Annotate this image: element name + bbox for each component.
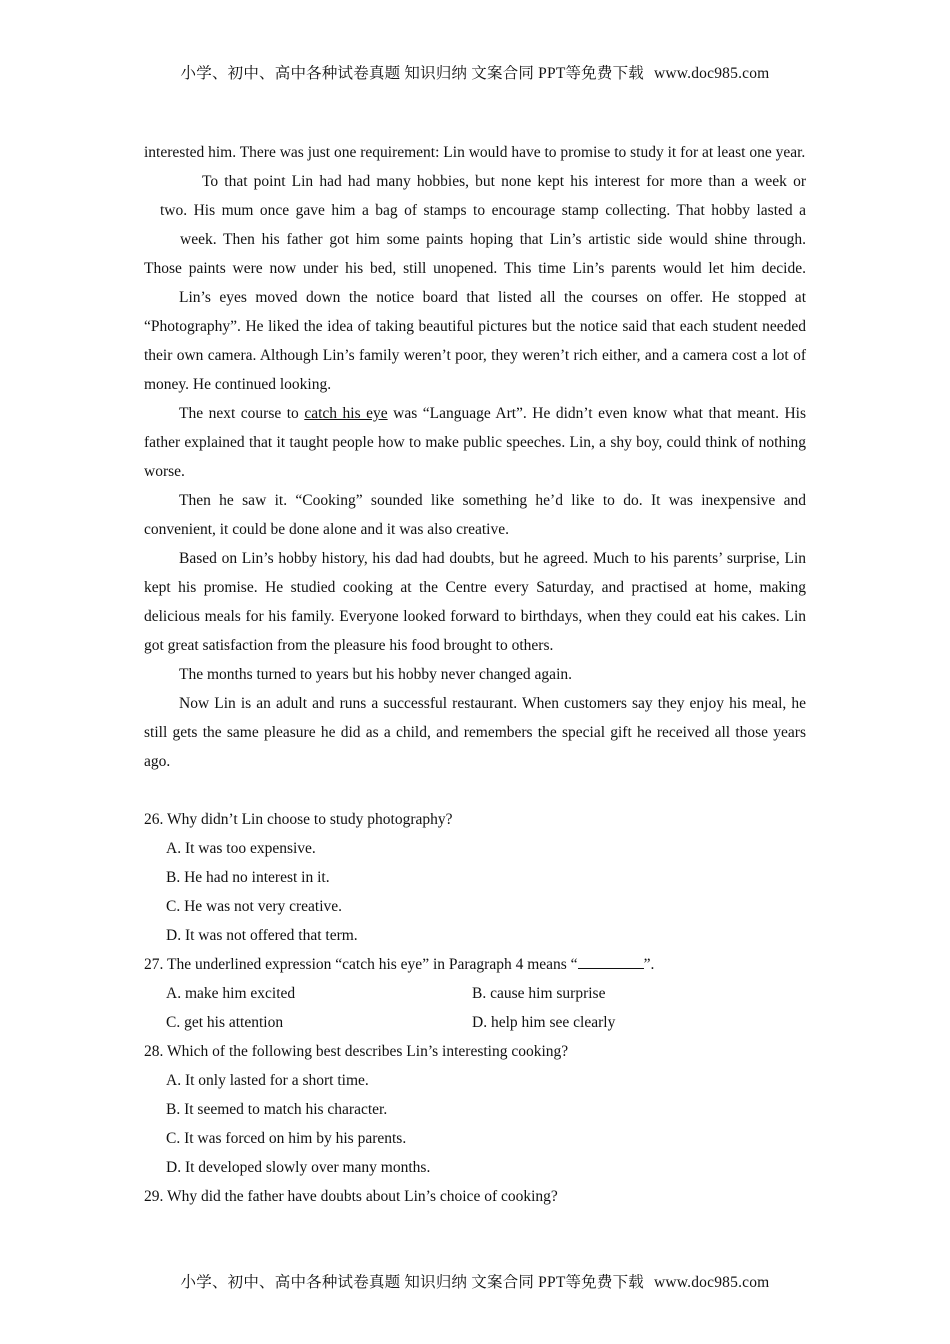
paragraph-promise: Based on Lin’s hobby history, his dad had doubts, but he agreed. Much to his parents’ surprise, Lin kept his promise. He studied cooking at the Centre every Saturday, and practised at home, making delicious meals for his family. Everyone looked forward to birthdays, when they could eat his cakes. Lin got great satisfaction from the pleasure his food brought to others. [144, 550, 806, 654]
paragraph-continuation: interested him. There was just one requirement: Lin would have to promise to study it for at least one year. [144, 144, 806, 161]
option-b[interactable]: B. He had no interest in it. [166, 869, 330, 886]
question-stem: 28. Which of the following best describes Lin’s interesting cooking? [144, 1043, 569, 1060]
question-28 [144, 1037, 806, 1182]
option-c[interactable]: C. It was forced on him by his parents. [166, 1130, 407, 1147]
option-a[interactable]: A. make him excited [166, 985, 296, 1002]
paragraph-line: Those paints were now under his bed, still unopened. This time Lin’s parents would let him decide. [144, 260, 806, 277]
option-c[interactable]: C. He was not very creative. [166, 898, 343, 915]
paragraph-text: The next course to [179, 405, 305, 422]
question-29 [144, 1182, 806, 1211]
option-a[interactable]: A. It only lasted for a short time. [166, 1072, 369, 1089]
paragraph-line: two. His mum once gave him a bag of stamps to encourage stamp collecting. That hobby lasted a [160, 202, 806, 219]
option-a[interactable]: A. It was too expensive. [166, 840, 316, 857]
option-b[interactable]: B. cause him surprise [472, 985, 606, 1002]
answer-blank[interactable] [578, 954, 644, 969]
question-stem-text: ”. [643, 956, 655, 973]
question-stem [144, 950, 806, 979]
option-c[interactable]: C. get his attention [166, 1014, 284, 1031]
option-b[interactable]: B. It seemed to match his character. [166, 1101, 388, 1118]
page-header [0, 61, 950, 83]
document-body [144, 138, 806, 1211]
question-stem: 26. Why didn’t Lin choose to study photography? [144, 811, 453, 828]
footer-text: 小学、初中、高中各种试卷真题 知识归纳 文案合同 PPT等免费下载 [180, 1274, 644, 1291]
header-url[interactable]: www.doc985.com [653, 65, 770, 82]
option-d[interactable]: D. It developed slowly over many months. [166, 1159, 431, 1176]
header-text: 小学、初中、高中各种试卷真题 知识归纳 文案合同 PPT等免费下载 [180, 65, 644, 82]
question-stem-text: 27. The underlined expression “catch his eye” in Paragraph 4 means “ [144, 956, 578, 973]
paragraph-adult: Now Lin is an adult and runs a successful restaurant. When customers say they enjoy his meal, he still gets the same pleasure he did as a child, and remembers the special gift he received all those years ago. [144, 695, 806, 770]
paragraph-photography: Lin’s eyes moved down the notice board that listed all the courses on offer. He stopped at “Photography”. He liked the idea of taking beautiful pictures but the notice said that each student needed their own camera. Although Lin’s family weren’t poor, they weren’t rich either, and a camera cost a lot of money. He continued looking. [144, 289, 806, 393]
question-27 [144, 950, 806, 1037]
paragraph-hobbies [144, 167, 806, 283]
paragraph-years: The months turned to years but his hobby never changed again. [179, 666, 572, 683]
paragraph-line: To that point Lin had had many hobbies, but none kept his interest for more than a week or [202, 173, 806, 190]
footer-url[interactable]: www.doc985.com [653, 1274, 770, 1291]
paragraph-cooking: Then he saw it. “Cooking” sounded like something he’d like to do. It was inexpensive and convenient, it could be done alone and it was also creative. [144, 492, 806, 538]
question-stem: 29. Why did the father have doubts about Lin’s choice of cooking? [144, 1188, 558, 1205]
question-26 [144, 805, 806, 950]
paragraph-line: week. Then his father got him some paints hoping that Lin’s artistic side would shine through. [180, 231, 806, 248]
underlined-expression: catch his eye [304, 405, 388, 422]
paragraph-text: was “Language Art”. He didn’t even know what that meant. His father explained that it taught people how to make public speeches. Lin, a shy boy, could think of nothing worse. [144, 405, 807, 480]
page-footer [0, 1270, 950, 1292]
option-d[interactable]: D. It was not offered that term. [166, 927, 358, 944]
paragraph-language-art [144, 399, 806, 486]
option-d[interactable]: D. help him see clearly [472, 1014, 616, 1031]
